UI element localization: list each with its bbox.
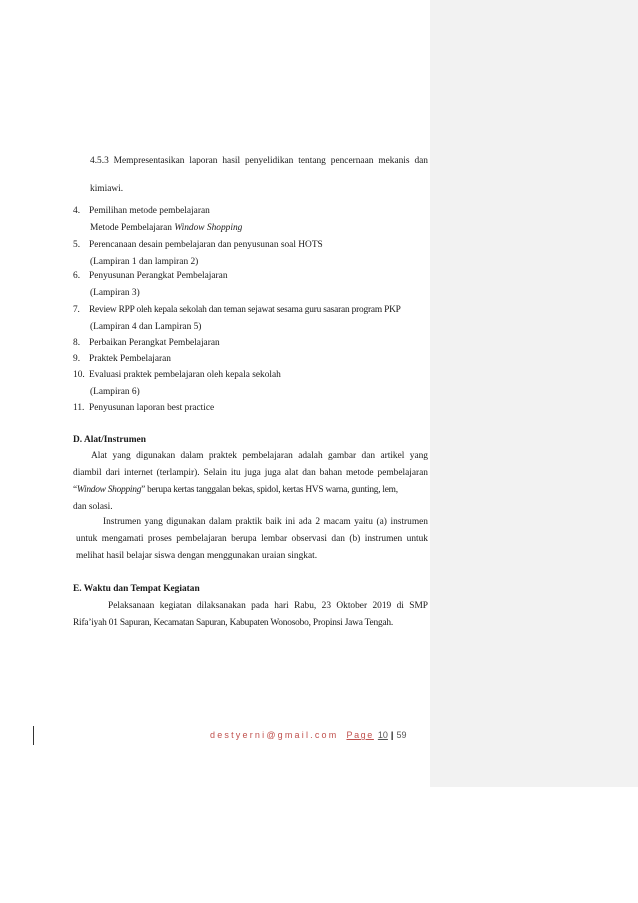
list-item-10-sub: (Lampiran 6): [90, 387, 140, 397]
section-e-heading: E. Waktu dan Tempat Kegiatan: [73, 584, 200, 594]
section-d-p1-line4: dan solasi.: [73, 502, 113, 512]
section-d-p1-line1: Alat yang digunakan dalam praktek pembelajaran adalah gambar dan artikel yang: [91, 451, 428, 461]
list-item-5: 5. Perencanaan desain pembelajaran dan penyusunan soal HOTS: [73, 240, 323, 250]
list-item-6: 6. Penyusunan Perangkat Pembelajaran: [73, 271, 228, 281]
comment-sidebar: [430, 0, 638, 787]
list-item-4-sub: Metode Pembelajaran Window Shopping: [90, 223, 243, 233]
list-item-9: 9. Praktek Pembelajaran: [73, 354, 171, 364]
list-item-4: 4. Pemilihan metode pembelajaran: [73, 206, 210, 216]
left-margin-bar: [33, 726, 34, 745]
section-e-p1-line2: Rifa’iyah 01 Sapuran, Kecamatan Sapuran, Kabupaten Wonosobo, Propinsi Jawa Tengah.: [73, 618, 394, 628]
section-d-p2-line1: Instrumen yang digunakan dalam praktik baik ini ada 2 macam yaitu (a) instrumen: [103, 517, 428, 527]
list-item-4-5-3-cont: kimiawi.: [90, 184, 124, 194]
section-d-p1-line2: diambil dari internet (terlampir). Selain itu juga juga alat dan bahan metode pembelajaran: [73, 468, 428, 478]
list-item-7: 7. Review RPP oleh kepala sekolah dan teman sejawat sesama guru sasaran program PKP: [73, 305, 401, 315]
footer-page-label: Page: [346, 730, 374, 740]
list-item-6-sub: (Lampiran 3): [90, 288, 140, 298]
footer-page-number: 10: [377, 730, 388, 740]
list-item-11: 11. Penyusunan laporan best practice: [73, 403, 215, 413]
section-d-heading: D. Alat/Instrumen: [73, 435, 146, 445]
list-item-7-sub: (Lampiran 4 dan Lampiran 5): [90, 322, 202, 332]
page-footer: [210, 730, 430, 740]
list-item-8: 8. Perbaikan Perangkat Pembelajaran: [73, 338, 220, 348]
list-item-5-sub: (Lampiran 1 dan lampiran 2): [90, 257, 199, 267]
section-d-p2-line2: untuk mengamati proses pembelajaran berupa lembar observasi dan (b) instrumen untuk: [76, 534, 428, 544]
footer-separator: |: [390, 730, 394, 740]
footer-total-pages: 59: [396, 730, 407, 740]
list-item-4-5-3: 4.5.3 Mempresentasikan laporan hasil penyelidikan tentang pencernaan mekanis dan: [90, 156, 428, 166]
section-d-p2-line3: melihat hasil belajar siswa dengan menggunakan uraian singkat.: [76, 551, 318, 561]
list-item-10: 10. Evaluasi praktek pembelajaran oleh kepala sekolah: [73, 370, 281, 380]
section-e-p1-line1: Pelaksanaan kegiatan dilaksanakan pada hari Rabu, 23 Oktober 2019 di SMP: [108, 601, 428, 611]
footer-email: destyerni@gmail.com: [210, 730, 339, 740]
section-d-p1-line3: “Window Shopping” berupa kertas tanggalan bekas, spidol, kertas HVS warna, gunting, lem,: [73, 485, 398, 495]
